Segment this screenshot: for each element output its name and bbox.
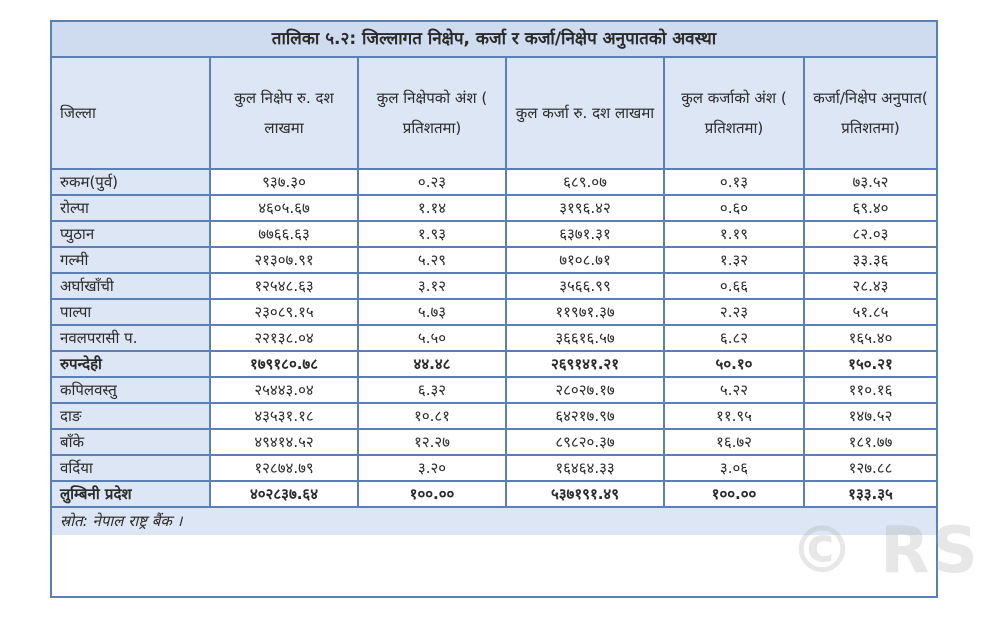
table-row [52,195,936,221]
header-total-loan: कुल कर्जा रु. दश लाखमा [506,58,664,169]
table-body [52,169,936,507]
cell-ratio: ११०.१६ [804,377,936,403]
cell-deposit-share: १२.२७ [358,429,506,455]
header-loan-deposit-ratio: कर्जा/निक्षेप अनुपात( प्रतिशतमा) [804,58,936,169]
cell-district: गल्मी [52,247,210,273]
cell-total-loan: २६९१४१.२१ [506,351,664,377]
cell-deposit-share: १.१४ [358,195,506,221]
cell-ratio: ८२.०३ [804,221,936,247]
cell-total-deposit: २३०८९.१५ [210,299,358,325]
cell-district: रुकम(पुर्व) [52,169,210,195]
table-row [52,377,936,403]
cell-loan-share: ६.८२ [664,325,804,351]
cell-ratio: २८.४३ [804,273,936,299]
cell-loan-share: ११.९५ [664,403,804,429]
cell-district: वर्दिया [52,455,210,481]
cell-total-loan: ५३७१९१.४९ [506,481,664,507]
cell-total-deposit: ४६०५.६७ [210,195,358,221]
cell-ratio: १५०.२१ [804,351,936,377]
table-row [52,325,936,351]
cell-district: रुपन्देही [52,351,210,377]
cell-total-deposit: १७९१८०.७८ [210,351,358,377]
table-row [52,429,936,455]
cell-total-deposit: ९३७.३० [210,169,358,195]
cell-ratio: ७३.५२ [804,169,936,195]
header-row [52,58,936,169]
cell-total-deposit: २१३०७.९१ [210,247,358,273]
header-total-deposit: कुल निक्षेप रु. दश लाखमा [210,58,358,169]
cell-total-loan: ११९७१.३७ [506,299,664,325]
table-row [52,247,936,273]
cell-ratio: १४७.५२ [804,403,936,429]
cell-district: लुम्बिनी प्रदेश [52,481,210,507]
table-frame [50,20,938,598]
cell-deposit-share: १०.८१ [358,403,506,429]
cell-loan-share: १.३२ [664,247,804,273]
cell-total-loan: ३५६६.९९ [506,273,664,299]
cell-total-deposit: ४०२८३७.६४ [210,481,358,507]
cell-district: रोल्पा [52,195,210,221]
cell-total-loan: ६३७१.३१ [506,221,664,247]
copyright-watermark: © RS [790,514,980,588]
cell-total-deposit: २२१३८.०४ [210,325,358,351]
cell-total-deposit: २५४४३.०४ [210,377,358,403]
cell-ratio: १६५.४० [804,325,936,351]
cell-total-loan: ३६६१६.५७ [506,325,664,351]
cell-loan-share: ०.६० [664,195,804,221]
cell-district: नवलपरासी प. [52,325,210,351]
table-title: तालिका ५.२: जिल्लागत निक्षेप, कर्जा र कर्जा/निक्षेप अनुपातको अवस्था [52,22,936,58]
table-row [52,221,936,247]
cell-deposit-share: ६.३२ [358,377,506,403]
cell-district: अर्घाखाँची [52,273,210,299]
table-row [52,273,936,299]
header-deposit-share: कुल निक्षेपको अंश ( प्रतिशतमा) [358,58,506,169]
cell-loan-share: ०.१३ [664,169,804,195]
cell-deposit-share: १.९३ [358,221,506,247]
cell-total-deposit: ४९४१४.५२ [210,429,358,455]
cell-district: प्युठान [52,221,210,247]
cell-loan-share: १६.७२ [664,429,804,455]
cell-deposit-share: ३.१२ [358,273,506,299]
cell-total-deposit: ७७६६.६३ [210,221,358,247]
table-row [52,481,936,507]
cell-total-loan: १६४६४.३३ [506,455,664,481]
cell-total-deposit: ४३५३१.१८ [210,403,358,429]
cell-district: दाङ [52,403,210,429]
cell-deposit-share: ३.२० [358,455,506,481]
cell-total-deposit: १२५४८.६३ [210,273,358,299]
cell-total-loan: ७१०८.७१ [506,247,664,273]
cell-deposit-share: ५.५० [358,325,506,351]
cell-district: बाँके [52,429,210,455]
table-row [52,351,936,377]
cell-ratio: ५१.८५ [804,299,936,325]
cell-deposit-share: ४४.४८ [358,351,506,377]
cell-total-loan: ८९८२०.३७ [506,429,664,455]
cell-total-loan: २८०२७.१७ [506,377,664,403]
cell-total-loan: ३१९६.४२ [506,195,664,221]
cell-district: कपिलवस्तु [52,377,210,403]
source-note: स्रोत: नेपाल राष्ट्र बैंक । [52,508,936,535]
cell-total-loan: ६८९.०७ [506,169,664,195]
table-row [52,455,936,481]
cell-total-loan: ६४२१७.९७ [506,403,664,429]
cell-loan-share: ५०.१० [664,351,804,377]
cell-ratio: ६९.४० [804,195,936,221]
cell-ratio: १२७.८८ [804,455,936,481]
cell-loan-share: २.२३ [664,299,804,325]
cell-district: पाल्पा [52,299,210,325]
cell-deposit-share: १००.०० [358,481,506,507]
header-district: जिल्ला [52,58,210,169]
table-row [52,403,936,429]
cell-loan-share: १.१९ [664,221,804,247]
cell-loan-share: ०.६६ [664,273,804,299]
cell-loan-share: १००.०० [664,481,804,507]
cell-ratio: १८१.७७ [804,429,936,455]
cell-deposit-share: ५.२९ [358,247,506,273]
cell-deposit-share: ५.७३ [358,299,506,325]
table-row [52,299,936,325]
cell-ratio: १३३.३५ [804,481,936,507]
cell-deposit-share: ०.२३ [358,169,506,195]
cell-loan-share: ३.०६ [664,455,804,481]
cell-ratio: ३३.३६ [804,247,936,273]
cell-total-deposit: १२८७४.७९ [210,455,358,481]
cell-loan-share: ५.२२ [664,377,804,403]
table-row [52,169,936,195]
data-table [52,58,936,508]
header-loan-share: कुल कर्जाको अंश ( प्रतिशतमा) [664,58,804,169]
